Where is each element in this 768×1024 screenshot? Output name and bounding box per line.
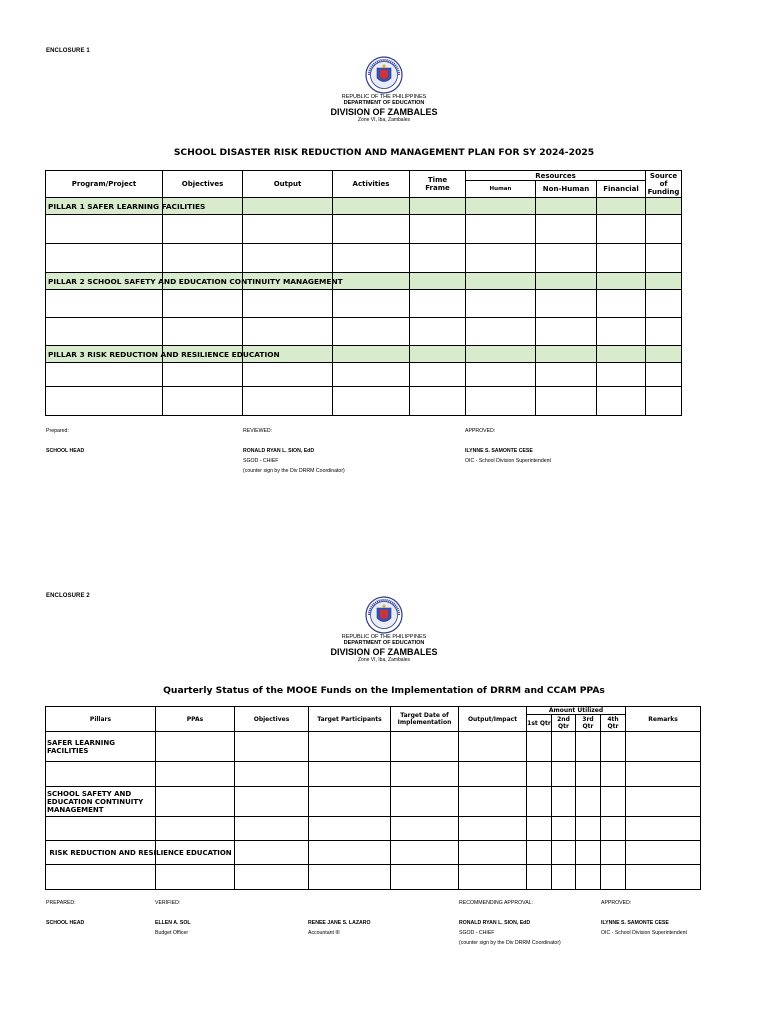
recommending-label: RECOMMENDING APPROVAL: — [459, 900, 533, 906]
pillar-label: PILLAR 2 SCHOOL SAFETY AND EDUCATION CONTINUITY MANAGEMENT — [46, 273, 163, 290]
col-non-human: Non-Human — [536, 181, 597, 198]
reviewed-label: REVIEWED: — [243, 428, 273, 434]
pillar-row — [46, 198, 682, 215]
letterhead — [0, 596, 768, 663]
drrm-plan-table — [45, 170, 682, 416]
col-3rd-qtr: 3rd Qtr — [576, 715, 601, 732]
table-row — [46, 215, 682, 244]
division-line: DIVISION OF ZAMBALES — [330, 647, 438, 657]
table-row — [46, 787, 701, 817]
col-target-date: Target Date of Implementation — [391, 707, 459, 732]
table-row — [46, 732, 701, 762]
recommending-note: (counter sign by the Div DRRM Coordinator) — [459, 940, 561, 946]
department-line: DEPARTMENT OF EDUCATION — [343, 640, 425, 646]
col-1st-qtr: 1st Qtr — [527, 715, 552, 732]
mooe-status-table — [45, 706, 701, 890]
col-2nd-qtr: 2nd Qtr — [552, 715, 576, 732]
pillar-label: RISK REDUCTION AND RESILIENCE EDUCATION — [46, 841, 156, 865]
division-line: DIVISION OF ZAMBALES — [330, 107, 438, 117]
col-output: Output — [243, 171, 333, 198]
approved-label: APPROVED: — [465, 428, 496, 434]
pillar-label: PILLAR 1 SAFER LEARNING FACILITIES — [46, 198, 163, 215]
reviewed-title: SGOD - CHIEF — [243, 458, 279, 464]
pillar-row — [46, 273, 682, 290]
col-ppas: PPAs — [156, 707, 235, 732]
col-objectives: Objectives — [163, 171, 243, 198]
verified-title-1: Budget Officer — [155, 930, 189, 936]
reviewed-name: RONALD RYAN L. SION, EdD — [243, 448, 315, 454]
pillar-label: PILLAR 3 RISK REDUCTION AND RESILIENCE EDUCATION — [46, 346, 163, 363]
table-row — [46, 817, 701, 841]
prepared-label: Prepared: — [46, 428, 69, 434]
prepared-label: PREPARED: — [46, 900, 76, 906]
verified-label: VERIFIED: — [155, 900, 181, 906]
col-objectives: Objectives — [235, 707, 309, 732]
address-line: Zone VI, Iba, Zambales — [358, 657, 410, 663]
verified-name-1: ELLEN A. SOL — [155, 920, 191, 926]
col-4th-qtr: 4th Qtr — [601, 715, 626, 732]
col-amount-utilized: Amount Utilized — [527, 707, 626, 715]
col-financial: Financial — [597, 181, 646, 198]
deped-seal-icon — [359, 596, 409, 634]
recommending-title: SGOD - CHIEF — [459, 930, 495, 936]
table-row — [46, 244, 682, 273]
pillar-label: SAFER LEARNING FACILITIES — [46, 732, 156, 762]
letterhead — [0, 56, 768, 123]
col-remarks: Remarks — [626, 707, 701, 732]
approved-title: OIC - School Division Superintendent — [601, 930, 687, 936]
table-row — [46, 290, 682, 318]
col-source-of-funding: Source of Funding — [646, 171, 682, 198]
verified-title-2: Accountant III — [308, 930, 340, 936]
republic-line: REPUBLIC OF THE PHILIPPINES — [341, 634, 427, 640]
table-row — [46, 363, 682, 387]
verified-name-2: RENEE JANE S. LAZARO — [308, 920, 371, 926]
department-line: DEPARTMENT OF EDUCATION — [343, 100, 425, 106]
deped-seal-icon — [359, 56, 409, 94]
enclosure-label: ENCLOSURE 2 — [46, 593, 90, 599]
prepared-name: SCHOOL HEAD — [46, 448, 85, 454]
reviewed-note: (counter sign by the Div DRRM Coordinator) — [243, 468, 345, 474]
approved-name: ILYNNE S. SAMONTE CESE — [601, 920, 669, 926]
table-row — [46, 841, 701, 865]
republic-line: REPUBLIC OF THE PHILIPPINES — [341, 94, 427, 100]
table-row — [46, 762, 701, 787]
quarterly-status-title: Quarterly Status of the MOOE Funds on the Implementation of DRRM and CCAM PPAs — [163, 685, 605, 696]
table-row — [46, 865, 701, 890]
pillar-row — [46, 346, 682, 363]
col-resources: Resources — [466, 171, 646, 181]
address-line: Zone VI, Iba, Zambales — [358, 117, 410, 123]
enclosure-label: ENCLOSURE 1 — [46, 48, 90, 54]
prepared-name: SCHOOL HEAD — [46, 920, 85, 926]
recommending-name: RONALD RYAN L. SION, EdD — [459, 920, 531, 926]
col-activities: Activities — [333, 171, 410, 198]
col-pillars: Pillars — [46, 707, 156, 732]
table-row — [46, 387, 682, 416]
table-row — [46, 318, 682, 346]
approved-title: OIC - School Division Superintendent — [465, 458, 551, 464]
plan-title: SCHOOL DISASTER RISK REDUCTION AND MANAGEMENT PLAN FOR SY 2024-2025 — [173, 147, 595, 158]
approved-name: ILYNNE S. SAMONTE CESE — [465, 448, 533, 454]
col-output-impact: Output/Impact — [459, 707, 527, 732]
col-target-participants: Target Participants — [309, 707, 391, 732]
col-time-frame: Time Frame — [410, 171, 466, 198]
col-human: Human — [466, 181, 536, 198]
pillar-label: SCHOOL SAFETY AND EDUCATION CONTINUITY MANAGEMENT — [46, 787, 156, 817]
approved-label: APPROVED: — [601, 900, 632, 906]
col-program-project: Program/Project — [46, 171, 163, 198]
